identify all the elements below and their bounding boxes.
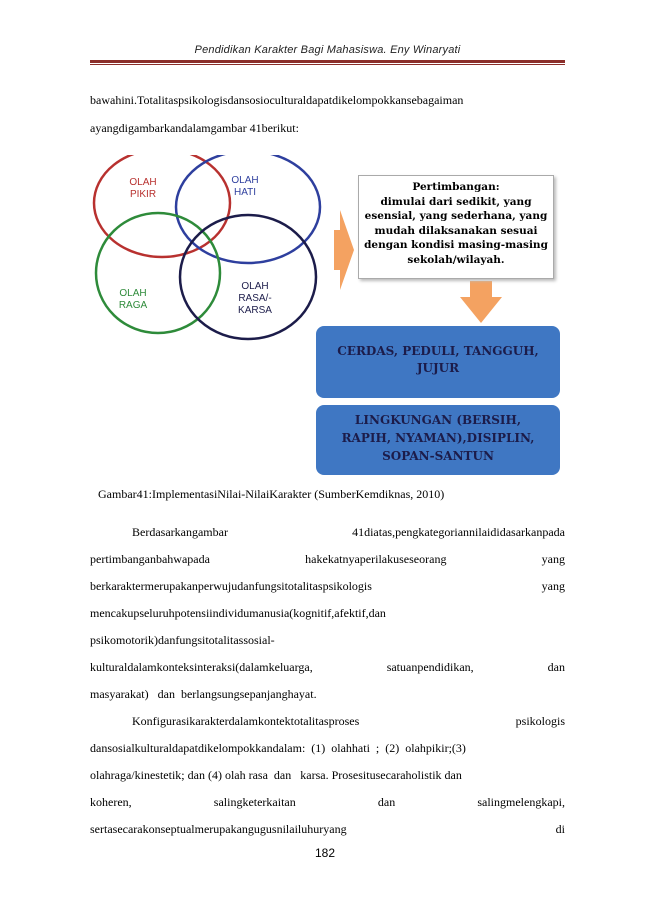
running-header: Pendidikan Karakter Bagi Mahasiswa. Eny Winaryati [194, 44, 461, 56]
box-lingkungan-text: LINGKUNGAN (BERSIH, RAPIH, NYAMAN),DISIPLIN, SOPAN-SANTUN [341, 413, 535, 463]
intro-line-1: bawahini.Totalitaspsikologisdansosioculturaldapatdikelompokkansebagaiman [90, 93, 464, 107]
para2-line-4: koheren, salingketerkaitan dan salingmelengkapi, [90, 795, 565, 809]
figure-caption: Gambar41:ImplementasiNilai-NilaiKarakter (SumberKemdiknas, 2010) [98, 487, 445, 501]
intro-line-2: ayangdigambarkandalamgambar 41berikut: [90, 121, 299, 135]
consideration-box: Pertimbangan: dimulai dari sedikit, yang esensial, yang sederhana, yang mudah dilaksanakan sesuai dengan kondisi masing-masing sekolah/wilayah. [358, 175, 554, 279]
para1-line-7: masyarakat) dan berlangsungsepanjanghayat. [90, 687, 317, 701]
header-rule [90, 60, 565, 63]
label-olah-hati: OLAH HATI [231, 175, 259, 198]
label-olah-rasa-karsa: OLAH RASA/- KARSA [238, 281, 272, 316]
para1-line-3: berkaraktermerupakanperwujudanfungsitotalitaspsikologis yang [90, 579, 565, 593]
arrow-right-body [334, 230, 340, 270]
circle-olah-rasa-karsa [180, 215, 316, 339]
box-cerdas-text: CERDAS, PEDULI, TANGGUH, JUJUR [337, 344, 539, 375]
label-olah-pikir: OLAH PIKIR [129, 177, 157, 200]
para2-line-3: olahraga/kinestetik; dan (4) olah rasa dan karsa. Prosesitusecaraholistik dan [90, 768, 462, 782]
para2-line-1: Konfigurasikarakterdalamkontektotalitasproses psikologis [132, 714, 565, 728]
para1-line-2: pertimbanganbahwapada hakekatnyaperilakuseseorang yang [90, 552, 565, 566]
para1-line-6: kulturaldalamkonteksinteraksi(dalamkeluarga, satuanpendidikan, dan [90, 660, 565, 674]
para2-line-5: sertasecarakonseptualmerupakangugusnilailuhuryang di [90, 822, 565, 836]
arrow-down [460, 281, 502, 323]
page-number: 182 [314, 846, 336, 860]
header-rule-thin [90, 64, 565, 65]
para2-line-2: dansosialkulturaldapatdikelompokkandalam: (1) olahhati ; (2) olahpikir;(3) [90, 741, 466, 755]
label-olah-raga: OLAH RAGA [118, 288, 148, 311]
circle-olah-hati [176, 155, 320, 263]
character-values-diagram [90, 155, 590, 485]
para1-line-5: psikomotorik)danfungsitotalitassosial- [90, 633, 275, 647]
para1-line-4: mencakupseluruhpotensiindividumanusia(kognitif,afektif,dan [90, 606, 386, 620]
para1-line-1: Berdasarkangambar 41diatas,pengkategoriannilaididasarkanpada [132, 525, 565, 539]
